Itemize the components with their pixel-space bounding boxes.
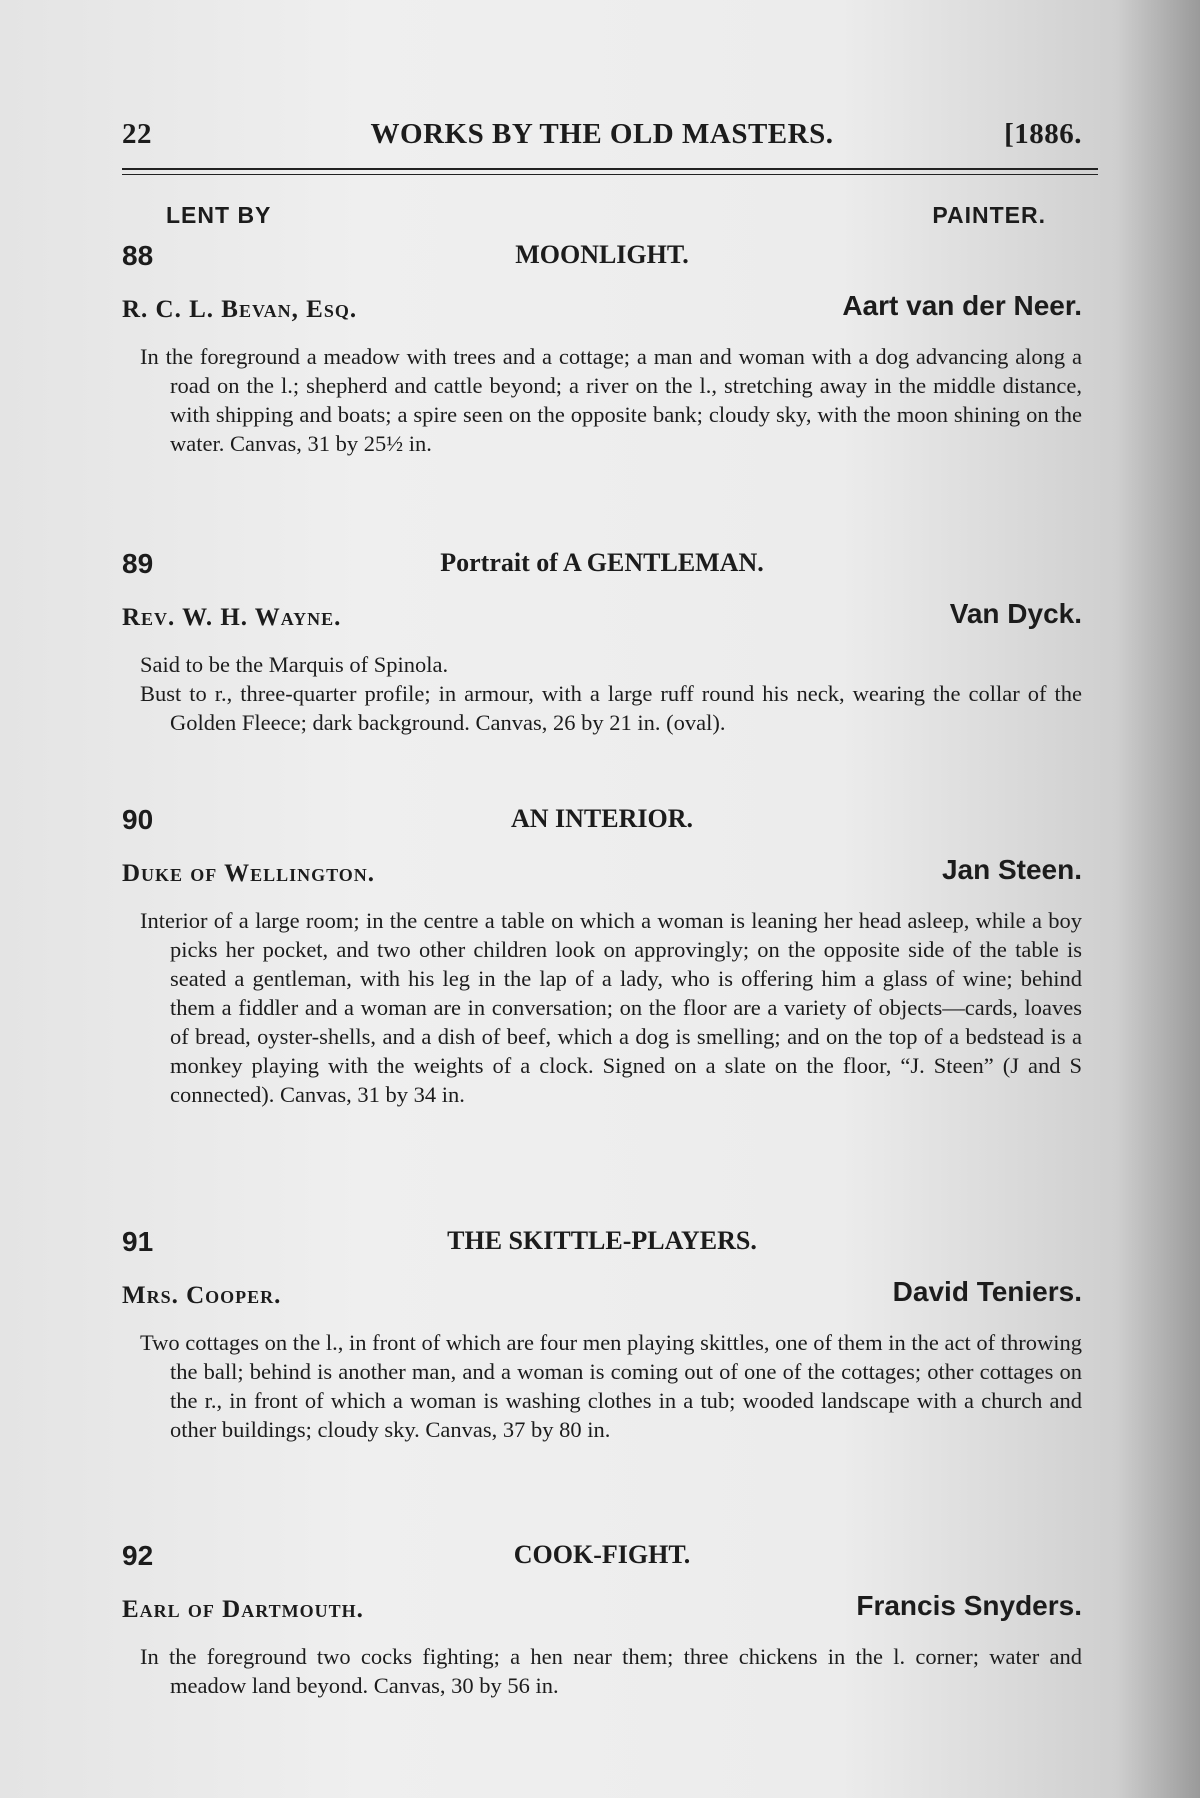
header-rule-thin: [122, 174, 1098, 175]
description-paragraph: In the foreground two cocks fighting; a hen near them; three chickens in the l. corner; water and meadow land beyond. Canvas, 30 by 56 in.: [140, 1644, 1082, 1698]
entry-number: 90: [122, 804, 154, 835]
entry-title: Portrait of A GENTLEMAN.: [440, 548, 764, 577]
entry-lender: Earl of Dartmouth.: [122, 1596, 364, 1623]
description-paragraph: Bust to r., three-quarter profile; in armour, with a large ruff round his neck, wearing the collar of the Golden Fleece; dark background. Canvas, 26 by 21 in. (oval).: [140, 681, 1082, 735]
entry-title: THE SKITTLE-PLAYERS.: [447, 1226, 757, 1255]
column-head-lent-by: LENT BY: [166, 202, 272, 228]
catalogue-entry: [122, 1226, 1082, 1444]
catalogue-entry: [122, 240, 1082, 458]
entry-painter: Van Dyck.: [949, 598, 1082, 629]
entry-number: 92: [122, 1540, 154, 1571]
entry-lender: Mrs. Cooper.: [122, 1282, 282, 1309]
description-paragraph: Interior of a large room; in the centre a table on which a woman is leaning her head asleep, while a boy picks her pocket, and two other children look on approvingly; on the opposite side of the table is seated a gentleman, with his leg in the lap of a lady, who is offering him a glass of wine; behind them a fiddler and a woman are in conversation; on the floor are a variety of objects—cards, loaves of bread, oyster-shells, and a dish of beef, which a dog is smelling; and on the top of a bedstead is a monkey playing with the weights of a clock. Signed on a slate on the floor, “J. Steen” (J and S connected). Canvas, 31 by 34 in.: [140, 908, 1082, 1107]
entry-number: 89: [122, 548, 154, 579]
header-year: [1886.: [1004, 118, 1082, 150]
entry-lender: Rev. W. H. Wayne.: [122, 604, 342, 631]
description-paragraph: In the foreground a meadow with trees and a cottage; a man and woman with a dog advancing along a road on the l.; shepherd and cattle beyond; a river on the l., stretching away in the middle distance, with shipping and boats; a spire seen on the opposite bank; cloudy sky, with the moon shining on the water. Canvas, 31 by 25½ in.: [140, 344, 1082, 456]
entry-title: COOK-FIGHT.: [513, 1540, 691, 1569]
entry-description: [122, 650, 1082, 737]
column-head-painter: PAINTER.: [932, 202, 1046, 228]
entry-painter: Aart van der Neer.: [842, 290, 1082, 321]
entry-lender: R. C. L. Bevan, Esq.: [122, 296, 358, 323]
entry-description: [122, 1642, 1082, 1700]
page-number: 22: [122, 118, 152, 150]
entry-painter: Jan Steen.: [941, 854, 1082, 885]
entry-description: [122, 906, 1082, 1109]
catalogue-entry: [122, 804, 1082, 1109]
entry-painter: Francis Snyders.: [856, 1590, 1082, 1621]
header-rule-thick: [122, 168, 1098, 170]
entry-lender: Duke of Wellington.: [122, 860, 376, 887]
entry-number: 88: [122, 240, 154, 271]
running-header: [122, 118, 1082, 158]
entry-title: MOONLIGHT.: [515, 240, 689, 269]
entry-title: AN INTERIOR.: [510, 804, 694, 833]
description-paragraph: Two cottages on the l., in front of which are four men playing skittles, one of them in the act of throwing the ball; behind is another man, and a woman is coming out of one of the cottages; other cottages on the r., in front of which a woman is washing clothes in a tub; wooded landscape with a church and other buildings; cloudy sky. Canvas, 37 by 80 in.: [140, 1330, 1082, 1442]
entry-description: [122, 342, 1082, 458]
entry-number: 91: [122, 1226, 154, 1257]
entry-painter: David Teniers.: [892, 1276, 1082, 1307]
catalogue-entry: [122, 548, 1082, 737]
entry-description: [122, 1328, 1082, 1444]
description-paragraph: Said to be the Marquis of Spinola.: [140, 652, 449, 677]
catalogue-entry: [122, 1540, 1082, 1700]
page-title: WORKS BY THE OLD MASTERS.: [370, 118, 834, 150]
